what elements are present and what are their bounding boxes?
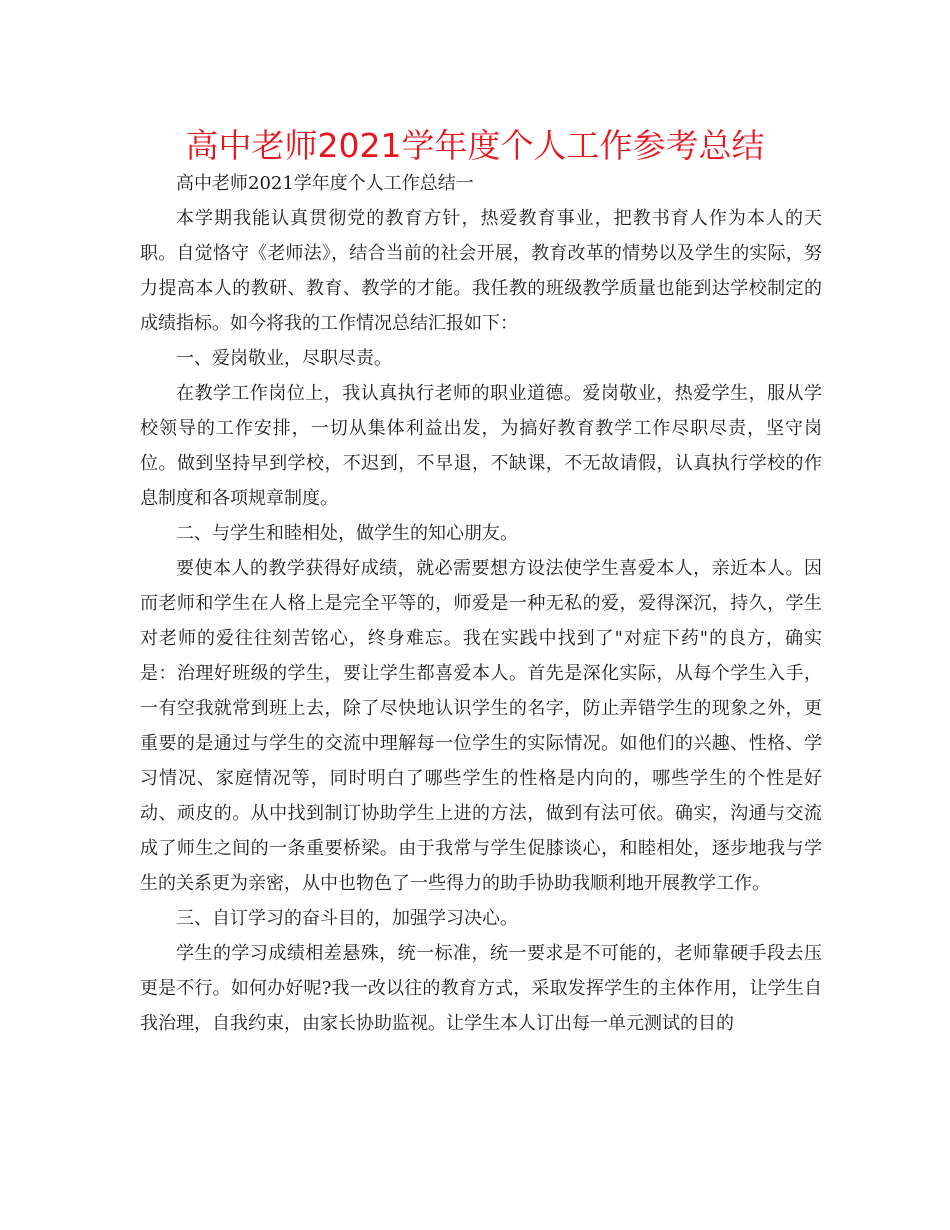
document-title: 高中老师2021学年度个人工作参考总结 xyxy=(185,126,765,165)
paragraph-section-1: 在教学工作岗位上，我认真执行老师的职业道德。爱岗敬业，热爱学生，服从学校领导的工作安排，一切从集体利益出发，为搞好教育教学工作尽职尽责，坚守岗位。做到坚持早到学校，不迟到，不早退，不缺课，不无故请假，认真执行学校的作息制度和各项规章制度。 xyxy=(140,383,822,509)
section-heading-1: 一、爱岗敬业，尽职尽责。 xyxy=(176,348,392,369)
section-heading-3: 三、自订学习的奋斗目的，加强学习决心。 xyxy=(176,908,518,929)
document-body xyxy=(140,166,822,1041)
paragraph-intro: 本学期我能认真贯彻党的教育方针，热爱教育事业，把教书育人作为本人的天职。自觉恪守《老师法》，结合当前的社会开展，教育改革的情势以及学生的实际，努力提高本人的教研、教育、教学的才能。我任教的班级教学质量也能到达学校制定的成绩指标。如今将我的工作情况总结汇报如下： xyxy=(140,208,822,334)
paragraph-section-3: 学生的学习成绩相差悬殊，统一标准，统一要求是不可能的，老师靠硬手段去压更是不行。如何办好呢?我一改以往的教育方式，采取发挥学生的主体作用，让学生自我治理，自我约束，由家长协助监视。让学生本人订出每一单元测试的目的 xyxy=(140,943,822,1034)
paragraph-section-2: 要使本人的教学获得好成绩，就必需要想方设法使学生喜爱本人，亲近本人。因而老师和学生在人格上是完全平等的，师爱是一种无私的爱，爱得深沉，持久，学生对老师的爱往往刻苦铭心，终身难忘。我在实践中找到了"对症下药"的良方，确实是：治理好班级的学生，要让学生都喜爱本人。首先是深化实际，从每个学生入手，一有空我就常到班上去，除了尽快地认识学生的名字，防止弄错学生的现象之外，更重要的是通过与学生的交流中理解每一位学生的实际情况。如他们的兴趣、性格、学习情况、家庭情况等，同时明白了哪些学生的性格是内向的，哪些学生的个性是好动、顽皮的。从中找到制订协助学生上进的方法，做到有法可依。确实，沟通与交流成了师生之间的一条重要桥梁。由于我常与学生促膝谈心，和睦相处，逐步地我与学生的关系更为亲密，从中也物色了一些得力的助手协助我顺利地开展教学工作。 xyxy=(140,558,822,894)
section-heading-2: 二、与学生和睦相处，做学生的知心朋友。 xyxy=(176,523,518,544)
paragraph-subtitle: 高中老师2021学年度个人工作总结一 xyxy=(176,173,474,194)
